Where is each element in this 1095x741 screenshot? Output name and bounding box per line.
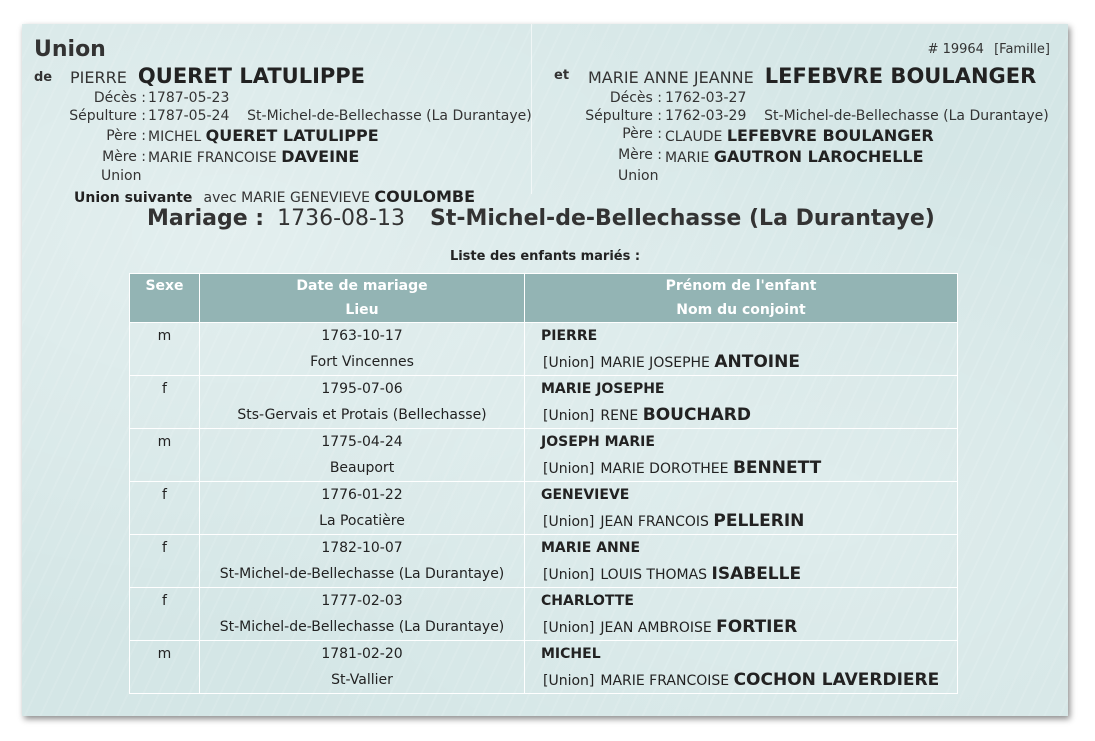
child-sexe: f: [162, 487, 167, 503]
child-union: [541, 667, 957, 693]
header-sexe-label: Sexe: [145, 278, 184, 294]
child-given-name[interactable]: MARIE ANNE: [541, 540, 641, 556]
cell-sexe: [130, 641, 200, 694]
spouse-given-name: MARIE DOROTHEE: [600, 461, 729, 477]
child-marriage-place: Sts-Gervais et Protais (Bellechasse): [237, 407, 487, 423]
husband-given-name: PIERRE: [70, 68, 127, 87]
child-marriage-place: St-Michel-de-Bellechasse (La Durantaye): [219, 566, 505, 582]
cell-sexe: [130, 482, 200, 535]
child-marriage-date: 1777-02-03: [321, 593, 403, 609]
header-conjoint-label: Nom du conjoint: [676, 302, 806, 318]
husband-pere-label: Père :: [106, 128, 146, 144]
child-sexe: m: [157, 646, 172, 662]
wife-deces-label: Décès :: [609, 90, 662, 106]
cell-child-spouse: [525, 482, 958, 535]
child-union: [541, 508, 957, 534]
table-header-row: [130, 274, 958, 323]
cell-date-lieu: [200, 323, 525, 376]
spouse-given-name: JEAN FRANCOIS: [600, 514, 709, 530]
child-marriage-place: St-Vallier: [331, 672, 393, 688]
husband-surname: QUERET LATULIPPE: [137, 64, 366, 88]
table-row: [130, 323, 958, 376]
wife-pere-given: CLAUDE: [665, 129, 723, 145]
mariage-date: 1736-08-13: [277, 206, 405, 231]
husband-deces-label: Décès :: [93, 90, 146, 106]
spouse-given-name: MARIE JOSEPHE: [600, 355, 710, 371]
cell-sexe: [130, 376, 200, 429]
cell-date-lieu: [200, 376, 525, 429]
spouse-given-name: LOUIS THOMAS: [600, 567, 708, 583]
husband-sepulture-label: Sépulture :: [69, 108, 146, 124]
wife-pere-value[interactable]: [665, 126, 934, 145]
wife-deces-value: 1762-03-27: [665, 90, 747, 106]
cell-sexe: [130, 588, 200, 641]
cell-child-spouse: [525, 429, 958, 482]
child-marriage-place: Fort Vincennes: [310, 354, 414, 370]
child-marriage-date: 1795-07-06: [321, 381, 403, 397]
header-sexe: [130, 274, 200, 323]
cell-sexe: [130, 323, 200, 376]
child-given-name[interactable]: JOSEPH MARIE: [541, 434, 655, 450]
header-prenom-conjoint: [525, 274, 958, 323]
husband-deces-value: 1787-05-23: [148, 90, 230, 106]
child-sexe: m: [157, 328, 172, 344]
mariage-line: [147, 206, 935, 231]
table-row: [130, 482, 958, 535]
wife-union-link[interactable]: Union: [618, 168, 659, 184]
next-union-spouse-surname: COULOMBE: [374, 187, 475, 206]
wife-mere-surname: GAUTRON LAROCHELLE: [713, 147, 924, 166]
table-row: [130, 429, 958, 482]
wife-mere-value[interactable]: [665, 147, 924, 166]
husband-pere-surname: QUERET LATULIPPE: [205, 126, 379, 145]
child-given-name[interactable]: PIERRE: [541, 328, 598, 344]
child-given-name[interactable]: MARIE JOSEPHE: [541, 381, 665, 397]
spouse-given-name: JEAN AMBROISE: [600, 620, 712, 636]
children-list-title: Liste des enfants mariés :: [449, 249, 641, 264]
child-given-name[interactable]: CHARLOTTE: [541, 593, 634, 609]
husband-pere-given: MICHEL: [148, 129, 202, 145]
spouse-surname: PELLERIN: [713, 511, 805, 531]
mariage-label: Mariage :: [147, 206, 265, 231]
table-row: [130, 588, 958, 641]
husband-union-link[interactable]: Union: [101, 168, 142, 184]
spouse-surname: ISABELLE: [711, 564, 802, 584]
header-prenom-label: Prénom de l'enfant: [665, 278, 817, 294]
header-date-lieu: [200, 274, 525, 323]
next-union-spouse-given: avec MARIE GENEVIEVE: [203, 190, 370, 206]
child-union-link[interactable]: [Union]: [543, 620, 595, 636]
header-lieu-label: Lieu: [345, 302, 379, 318]
husband-mere-label: Mère :: [102, 149, 146, 165]
child-union: [541, 614, 957, 640]
wife-sepulture-label: Sépulture :: [585, 108, 662, 124]
child-marriage-place: La Pocatière: [319, 513, 405, 529]
child-union: [541, 349, 957, 375]
child-marriage-date: 1775-04-24: [321, 434, 403, 450]
cell-sexe: [130, 429, 200, 482]
spouse-surname: COCHON LAVERDIERE: [733, 670, 940, 690]
spouse-surname: FORTIER: [716, 617, 798, 637]
child-union-link[interactable]: [Union]: [543, 408, 595, 424]
record-header-right: [928, 42, 1050, 57]
child-sexe: f: [162, 540, 167, 556]
record-number: # 19964: [927, 42, 984, 57]
wife-connector: et: [554, 68, 570, 83]
husband-mere-surname: DAVEINE: [281, 147, 360, 166]
child-sexe: m: [157, 434, 172, 450]
page-title: Union: [34, 37, 106, 62]
child-union: [541, 561, 957, 587]
child-union-link[interactable]: [Union]: [543, 355, 595, 371]
next-union-label: Union suivante: [74, 190, 193, 206]
child-union-link[interactable]: [Union]: [543, 567, 595, 583]
child-union: [541, 402, 957, 428]
husband-pere-value[interactable]: [148, 126, 379, 145]
wife-pere-surname: LEFEBVRE BOULANGER: [726, 126, 934, 145]
husband-connector: de: [34, 70, 53, 85]
child-union: [541, 455, 957, 481]
child-marriage-place: Beauport: [329, 460, 395, 476]
table-row: [130, 535, 958, 588]
mariage-place: St-Michel-de-Bellechasse (La Durantaye): [429, 206, 935, 231]
cell-child-spouse: [525, 641, 958, 694]
next-union-link[interactable]: [203, 187, 475, 206]
header-date-label: Date de mariage: [296, 278, 428, 294]
husband-name: [70, 64, 365, 88]
table-row: [130, 641, 958, 694]
child-union-link[interactable]: [Union]: [543, 673, 595, 689]
child-marriage-date: 1763-10-17: [321, 328, 403, 344]
wife-mere-label: Mère :: [618, 147, 662, 163]
wife-name: [588, 64, 1036, 88]
wife-mere-given: MARIE: [665, 150, 710, 166]
spouse-surname: BENNETT: [732, 458, 822, 478]
cell-date-lieu: [200, 588, 525, 641]
cell-child-spouse: [525, 323, 958, 376]
spouse-given-name: MARIE FRANCOISE: [600, 673, 730, 689]
husband-mere-value[interactable]: [148, 147, 359, 166]
child-union-link[interactable]: [Union]: [543, 461, 595, 477]
wife-surname: LEFEBVRE BOULANGER: [764, 64, 1037, 88]
cell-date-lieu: [200, 429, 525, 482]
wife-sepulture-value: 1762-03-29 St-Michel-de-Bellechasse (La Durantaye): [665, 108, 1049, 124]
cell-date-lieu: [200, 641, 525, 694]
cell-child-spouse: [525, 588, 958, 641]
union-record-card: [22, 24, 1068, 716]
cell-sexe: [130, 535, 200, 588]
child-union-link[interactable]: [Union]: [543, 514, 595, 530]
child-marriage-date: 1782-10-07: [321, 540, 403, 556]
cell-date-lieu: [200, 535, 525, 588]
cell-date-lieu: [200, 482, 525, 535]
next-union: [74, 187, 475, 206]
child-sexe: f: [162, 593, 167, 609]
children-table: [129, 273, 958, 694]
famille-link[interactable]: [Famille]: [994, 42, 1050, 57]
spouse-surname: ANTOINE: [714, 352, 800, 372]
child-given-name[interactable]: GENEVIEVE: [541, 487, 630, 503]
wife-pere-label: Père :: [622, 126, 662, 142]
child-marriage-place: St-Michel-de-Bellechasse (La Durantaye): [219, 619, 505, 635]
spouse-given-name: RENE: [600, 408, 639, 424]
cell-child-spouse: [525, 535, 958, 588]
child-sexe: f: [162, 381, 167, 397]
husband-sepulture-value: 1787-05-24 St-Michel-de-Bellechasse (La Durantaye): [148, 108, 532, 124]
spouse-surname: BOUCHARD: [642, 405, 752, 425]
husband-mere-given: MARIE FRANCOISE: [148, 150, 277, 166]
child-marriage-date: 1781-02-20: [321, 646, 403, 662]
cell-child-spouse: [525, 376, 958, 429]
wife-given-name: MARIE ANNE JEANNE: [588, 68, 754, 87]
child-marriage-date: 1776-01-22: [321, 487, 403, 503]
table-row: [130, 376, 958, 429]
child-given-name[interactable]: MICHEL: [541, 646, 601, 662]
